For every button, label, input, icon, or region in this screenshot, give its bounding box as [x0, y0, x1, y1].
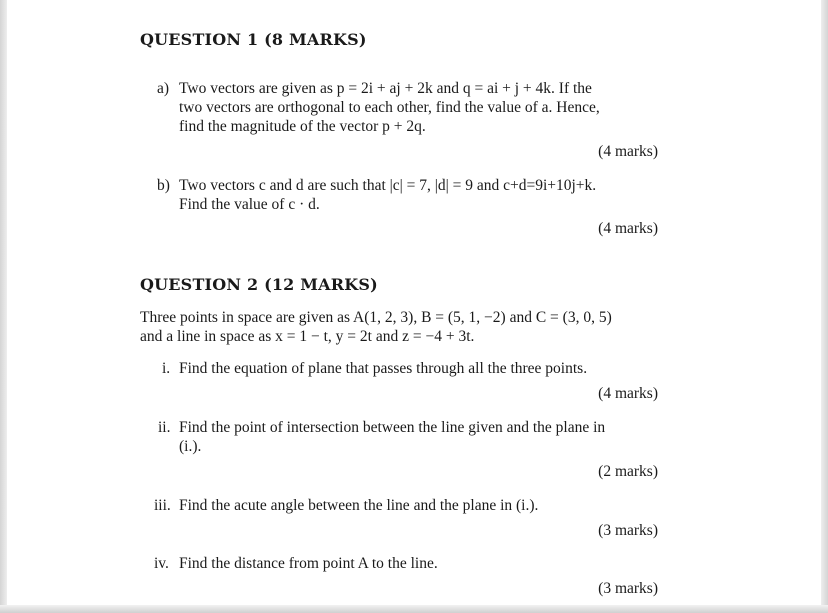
q2-intro-line-2: and a line in space as x = 1 − t, y = 2t and z = −4 + 3t.	[140, 328, 475, 345]
part-iii-line-1: Find the acute angle between the line and the plane in (i.).	[179, 497, 539, 514]
part-b-line-1: Two vectors c and d are such that |c| = 7, |d| = 9 and c+d=9i+10j+k.	[179, 177, 597, 194]
page-border-left	[0, 0, 7, 613]
part-ii-label: ii.	[158, 419, 171, 436]
part-a-label: a)	[157, 80, 170, 97]
question-1-heading: QUESTION 1 (8 MARKS)	[140, 30, 367, 49]
part-i-line-1: Find the equation of plane that passes through all the three points.	[179, 360, 588, 377]
q2-intro-line-1: Three points in space are given as A(1, 2, 3), B = (5, 1, −2) and C = (3, 0, 5)	[140, 309, 612, 326]
part-a-line-2: two vectors are orthogonal to each other, find the value of a. Hence,	[179, 99, 600, 116]
part-a-line-1: Two vectors are given as p = 2i + aj + 2k and q = ai + j + 4k. If the	[179, 80, 592, 97]
part-iii-label: iii.	[154, 497, 171, 514]
part-ii-line-2: (i.).	[179, 438, 202, 455]
part-a-marks: (4 marks)	[598, 143, 658, 160]
part-ii-marks: (2 marks)	[598, 463, 658, 480]
part-a-line-3: find the magnitude of the vector p + 2q.	[179, 118, 426, 135]
part-i-marks: (4 marks)	[598, 385, 658, 402]
part-ii-line-1: Find the point of intersection between the line given and the plane in	[179, 419, 606, 436]
part-i-label: i.	[162, 360, 171, 377]
part-b-marks: (4 marks)	[598, 220, 658, 237]
part-iii-marks: (3 marks)	[598, 522, 658, 539]
part-b-line-2: Find the value of c · d.	[179, 196, 320, 213]
part-b-label: b)	[157, 177, 170, 194]
question-2-heading: QUESTION 2 (12 MARKS)	[140, 275, 378, 294]
part-iv-marks: (3 marks)	[598, 580, 658, 597]
part-iv-line-1: Find the distance from point A to the line.	[179, 555, 438, 572]
part-iv-label: iv.	[154, 555, 169, 572]
page-border-right	[821, 0, 828, 613]
page-border-bottom	[0, 605, 828, 613]
